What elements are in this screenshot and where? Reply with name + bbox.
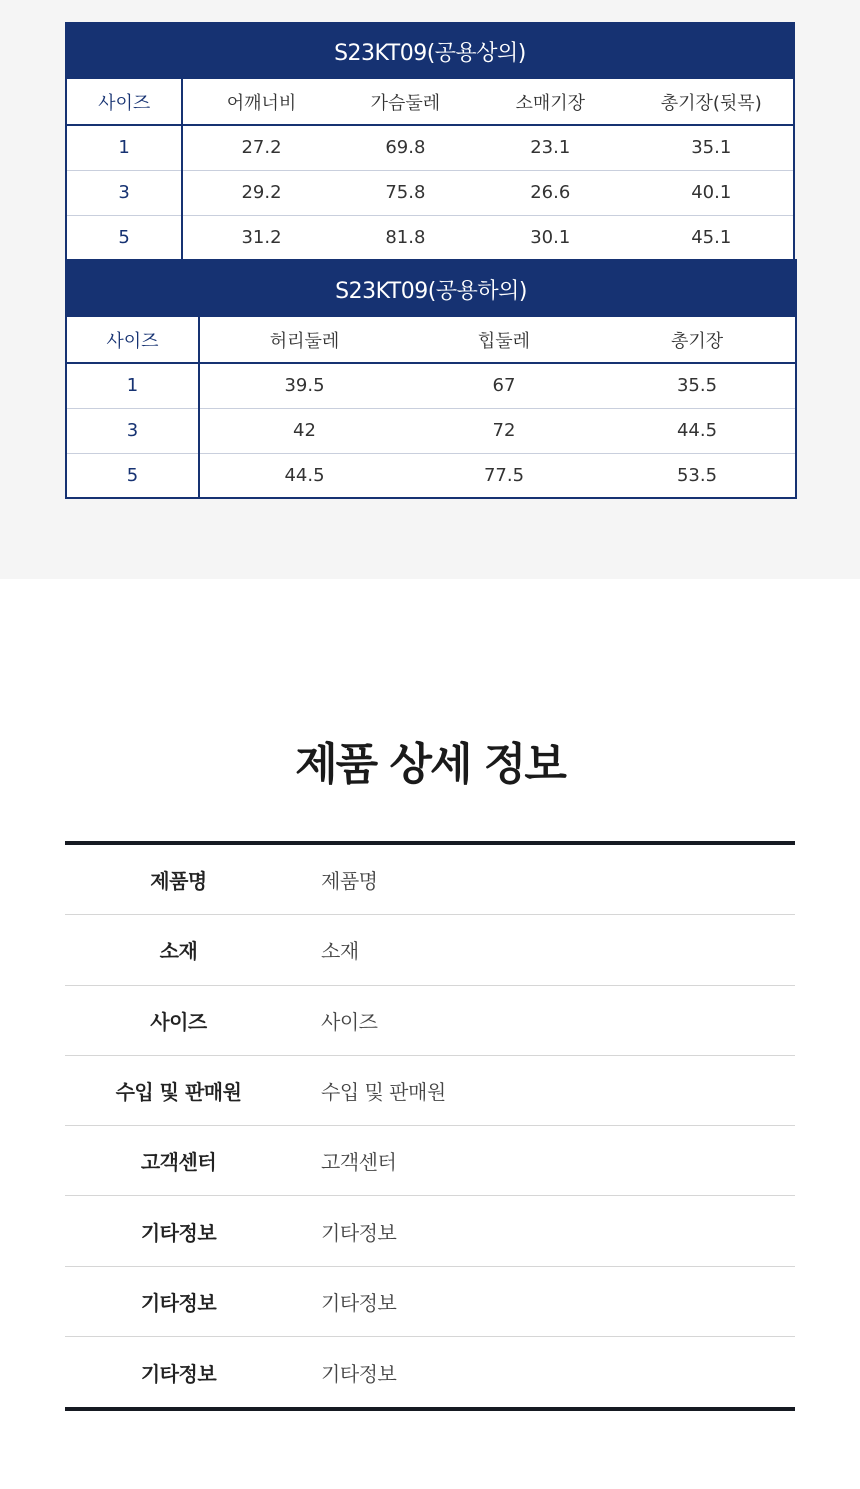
table-cell: 44.5 xyxy=(284,464,325,486)
table-row xyxy=(66,170,794,215)
table-cell: 30.1 xyxy=(530,226,571,248)
detail-value: 소재 xyxy=(321,939,359,964)
top-table-title: S23KT09(공용상의) xyxy=(66,23,794,79)
top-size-table xyxy=(65,22,795,261)
table-cell: 35.1 xyxy=(629,125,794,170)
table-cell: 39.5 xyxy=(199,363,409,408)
header-shoulder: 어깨너비 xyxy=(182,79,339,125)
detail-value: 기타정보 xyxy=(321,1290,397,1315)
detail-label: 제품명 xyxy=(150,869,207,894)
header-size: 사이즈 xyxy=(66,79,182,125)
table-header-row xyxy=(66,79,794,125)
header-hip: 힙둘레 xyxy=(409,317,599,363)
table-cell: 40.1 xyxy=(629,170,794,215)
size-cell: 5 xyxy=(66,453,199,498)
size-cell: 3 xyxy=(66,408,199,453)
detail-value: 수입 및 판매원 xyxy=(321,1080,446,1105)
table-cell: 44.5 xyxy=(599,408,796,453)
table-cell: 75.8 xyxy=(340,170,471,215)
table-cell: 27.2 xyxy=(182,125,339,170)
table-cell: 42 xyxy=(199,408,409,453)
detail-section-title: 제품 상세 정보 xyxy=(295,739,565,790)
detail-label: 사이즈 xyxy=(150,1009,207,1034)
header-waist: 허리둘레 xyxy=(199,317,409,363)
detail-label: 기타정보 xyxy=(140,1290,217,1315)
table-cell: 35.5 xyxy=(599,363,796,408)
detail-row xyxy=(65,915,795,985)
detail-label: 기타정보 xyxy=(140,1220,217,1245)
table-row xyxy=(66,125,794,170)
table-cell: 23.1 xyxy=(471,125,629,170)
table-header-row xyxy=(66,317,796,363)
table-cell: 69.8 xyxy=(340,125,471,170)
header-size: 사이즈 xyxy=(66,317,199,363)
product-detail-table xyxy=(65,841,795,1411)
table-cell: 45.1 xyxy=(691,226,732,248)
detail-label: 수입 및 판매원 xyxy=(115,1080,242,1105)
table-cell: 77.5 xyxy=(483,464,525,486)
table-cell: 29.2 xyxy=(182,170,339,215)
table-cell: 81.8 xyxy=(385,226,426,248)
detail-row xyxy=(65,1196,795,1266)
table-row xyxy=(66,408,796,453)
bottom-table-title: S23KT09(공용하의) xyxy=(66,260,796,317)
size-cell: 3 xyxy=(66,170,182,215)
detail-value: 사이즈 xyxy=(321,1009,378,1034)
detail-label: 소재 xyxy=(159,939,198,964)
detail-label: 기타정보 xyxy=(140,1361,217,1386)
bottom-size-table xyxy=(65,259,797,499)
detail-row xyxy=(65,845,795,915)
detail-row xyxy=(65,1267,795,1337)
detail-label: 고객센터 xyxy=(140,1150,217,1175)
table-cell: 67 xyxy=(409,363,599,408)
detail-row xyxy=(65,1126,795,1196)
detail-row xyxy=(65,986,795,1056)
size-cell: 5 xyxy=(66,215,182,260)
size-cell: 1 xyxy=(66,363,199,408)
header-length: 총기장(뒷목) xyxy=(629,79,794,125)
detail-row xyxy=(65,1337,795,1407)
detail-value: 제품명 xyxy=(321,869,378,894)
table-row xyxy=(66,363,796,408)
table-row xyxy=(66,215,794,260)
table-cell: 53.5 xyxy=(676,464,718,486)
detail-value: 고객센터 xyxy=(321,1150,397,1175)
size-chart-section xyxy=(0,0,860,579)
size-cell: 1 xyxy=(66,125,182,170)
table-cell: 31.2 xyxy=(241,226,282,248)
header-length: 총기장 xyxy=(599,317,796,363)
table-cell: 72 xyxy=(409,408,599,453)
detail-row xyxy=(65,1056,795,1126)
table-row xyxy=(66,453,796,498)
table-cell: 26.6 xyxy=(471,170,629,215)
header-chest: 가슴둘레 xyxy=(340,79,471,125)
header-sleeve: 소매기장 xyxy=(471,79,629,125)
detail-value: 기타정보 xyxy=(321,1361,397,1386)
detail-value: 기타정보 xyxy=(321,1220,397,1245)
